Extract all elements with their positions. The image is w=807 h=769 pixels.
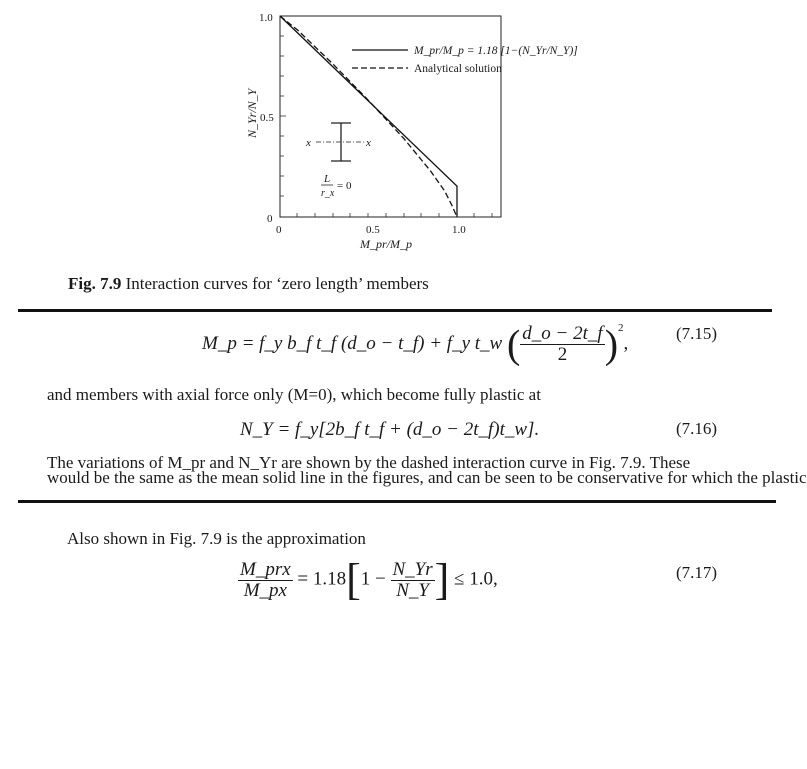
divider-top — [18, 309, 772, 312]
legend-solid-label: M_pr/M_p = 1.18 [1−(N_Yr/N_Y)] — [414, 45, 578, 57]
equation-7-15: M_p = f_y b_f t_f (d_o − t_f) + f_y t_w ( $\frac{d\_o - 2t\_f}{2}$ )$^2$, — [202, 321, 629, 367]
slenderness-numerator: L — [324, 173, 331, 185]
equation-7-17: $\frac{\text{M\_prx}}{M\_px}$ = 1.18[1 − $\frac{N\_Yr}{N\_Y}$ ] ≤ 1.0, — [240, 555, 498, 604]
x-tick-label: 1.0 — [452, 224, 466, 236]
x-axis-title: M_pr/M_p — [360, 237, 412, 251]
text-axial: and members with axial force only (M=0), which become fully plastic at — [47, 385, 541, 404]
x-tick-label: 0 — [276, 224, 282, 236]
figure-caption — [68, 274, 429, 294]
eq715-number: (7.15) — [676, 324, 718, 343]
eq717-frac2-den: N_Y — [396, 579, 429, 601]
eq717-number: (7.17) — [676, 563, 718, 582]
slenderness-value: = 0 — [337, 180, 352, 192]
eq717-bound: ≤ 1.0, — [454, 568, 498, 590]
text-cut-line — [47, 468, 807, 487]
caption-text: Interaction curves for ‘zero length’ members — [125, 274, 429, 293]
eq715-exponent: 2 — [618, 322, 624, 334]
eq715-lhs: M_p = f_y b_f t_f (d_o − t_f) + f_y t_w — [202, 333, 503, 354]
y-minor-ticks — [280, 36, 286, 196]
text-also-shown: Also shown in Fig. 7.9 is the approximation — [67, 529, 366, 548]
divider-bottom — [18, 500, 776, 503]
legend-dashed-label: Analytical solution — [414, 63, 502, 75]
caption-number: Fig. 7.9 — [68, 274, 122, 293]
eq717-frac1-den: M_px — [243, 579, 287, 601]
eq715-frac-den: 2 — [557, 344, 568, 366]
eq717-frac2-num: N_Yr — [392, 558, 433, 580]
y-axis-title: N_Yr/N_Y — [245, 88, 259, 138]
text-cut-content: would be the same as the mean solid line in the figures, and can be seen to be conservative for which the plastic — [47, 468, 807, 487]
section-axis-label-left: x — [306, 137, 311, 149]
section-axis-label-right: x — [366, 137, 371, 149]
y-tick-label: 1.0 — [259, 12, 273, 24]
text-variations: The variations of M_pr and N_Yr are shown by the dashed interaction curve in Fig. 7.9. These — [47, 453, 691, 472]
x-minor-ticks — [297, 211, 492, 217]
equation-7-16: N_Y = f_y[2b_f t_f + (d_o − 2t_f)t_w]. — [240, 419, 540, 440]
y-tick-label: 0 — [267, 213, 273, 225]
eq716-number: (7.16) — [676, 419, 718, 438]
y-tick-label: 0.5 — [260, 112, 274, 124]
interaction-chart — [0, 0, 800, 262]
eq715-frac-num: d_o − 2t_f — [522, 323, 603, 345]
x-tick-label: 0.5 — [366, 224, 380, 236]
slenderness-denominator: r_x — [321, 188, 335, 199]
eq717-frac1-num: M_prx — [240, 558, 291, 580]
eq717-coefficient: = 1.18 — [297, 568, 347, 590]
